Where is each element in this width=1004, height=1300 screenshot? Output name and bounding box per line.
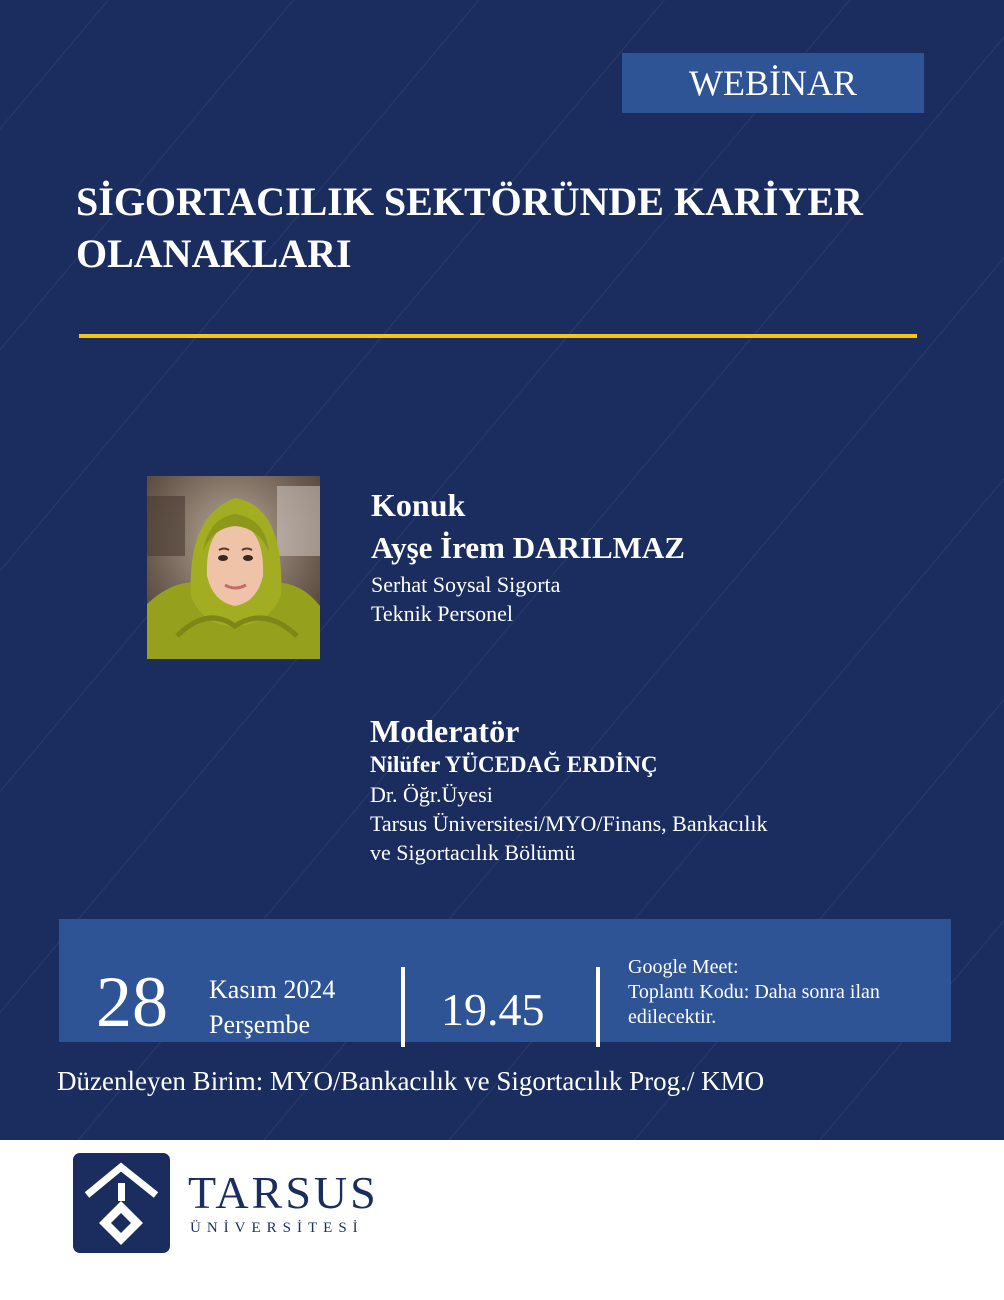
moderator-name: Nilüfer YÜCEDAĞ ERDİNÇ <box>370 752 658 777</box>
guest-portrait-image <box>147 476 320 659</box>
guest-name: Ayşe İrem DARILMAZ <box>371 530 685 565</box>
divider-1 <box>401 967 405 1047</box>
organizer-text: Düzenleyen Birim: MYO/Bankacılık ve Sigortacılık Prog./ KMO <box>57 1066 765 1096</box>
event-weekday: Perşembe <box>209 1010 311 1039</box>
guest-heading: Konuk <box>371 487 466 523</box>
moderator-affiliation-2: ve Sigortacılık Bölümü <box>370 840 576 865</box>
university-emblem-icon <box>73 1153 170 1253</box>
moderator-affiliation-1: Tarsus Üniversitesi/MYO/Finans, Bankacılık <box>370 811 768 836</box>
meeting-platform: Google Meet: <box>628 956 739 978</box>
webinar-label: WEBİNAR <box>689 63 857 103</box>
event-title <box>76 176 956 280</box>
title-line-1: SİGORTACILIK SEKTÖRÜNDE KARİYER <box>76 179 863 224</box>
guest-company: Serhat Soysal Sigorta <box>371 572 561 597</box>
event-time: 19.45 <box>441 984 545 1035</box>
university-subtitle: ÜNİVERSİTESİ <box>190 1220 364 1236</box>
guest-info <box>371 486 685 628</box>
university-name: TARSUS <box>188 1167 379 1218</box>
divider-2 <box>596 967 600 1047</box>
title-divider <box>79 334 917 338</box>
university-logo-mark <box>73 1153 170 1253</box>
meeting-code-line-2: edilecektir. <box>628 1006 717 1028</box>
moderator-heading: Moderatör <box>370 713 520 749</box>
moderator-info <box>370 712 890 867</box>
title-line-2: OLANAKLARI <box>76 231 352 276</box>
event-day: 28 <box>96 962 168 1042</box>
event-month-year: Kasım 2024 <box>209 975 336 1004</box>
guest-position: Teknik Personel <box>371 601 514 626</box>
webinar-badge <box>622 53 924 113</box>
meeting-info <box>628 955 928 1030</box>
guest-photo <box>147 476 320 659</box>
meeting-code-line-1: Toplantı Kodu: Daha sonra ilan <box>628 981 880 1003</box>
moderator-title: Dr. Öğr.Üyesi <box>370 782 493 807</box>
